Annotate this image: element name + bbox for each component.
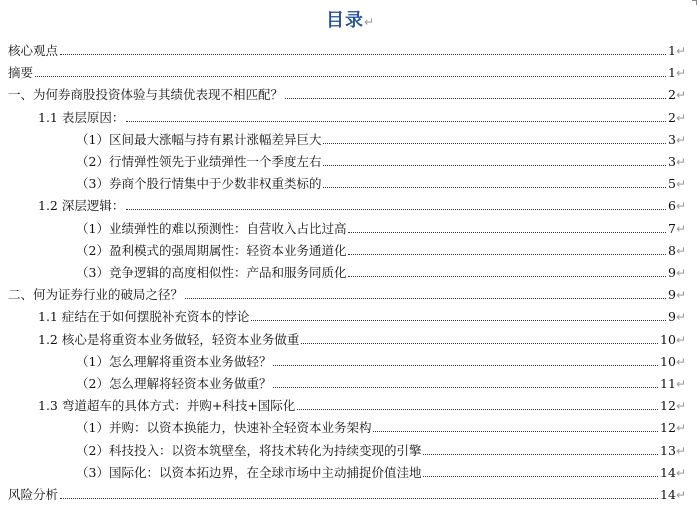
- toc-entry-line[interactable]: [76, 351, 686, 373]
- toc-page-number[interactable]: 11: [660, 376, 676, 391]
- toc-entry-label[interactable]: 核心观点: [8, 43, 59, 58]
- toc-leader-dots: [251, 306, 666, 321]
- toc-page-number[interactable]: 10: [660, 353, 676, 369]
- toc-page-number[interactable]: 10: [660, 331, 676, 347]
- toc-leader-dots: [185, 284, 666, 299]
- toc-entry-line[interactable]: [76, 151, 686, 173]
- toc-entry-line[interactable]: [38, 306, 686, 328]
- paragraph-mark: ↵: [675, 443, 686, 458]
- paragraph-mark: ↵: [675, 155, 686, 169]
- toc-entry[interactable]: [0, 107, 700, 129]
- paragraph-mark: ↵: [675, 310, 686, 325]
- toc-entry[interactable]: [0, 395, 700, 417]
- toc-leader-dots: [60, 484, 658, 499]
- toc-page-number[interactable]: 5: [667, 176, 676, 192]
- paragraph-mark: ↵: [675, 266, 686, 280]
- toc-entry-line[interactable]: [8, 484, 686, 506]
- paragraph-mark: ↵: [675, 488, 686, 502]
- toc-entry[interactable]: [0, 129, 700, 151]
- toc-entry[interactable]: [0, 62, 700, 84]
- toc-page-number[interactable]: 12: [660, 398, 676, 414]
- toc-leader-dots: [323, 129, 666, 144]
- toc-leader-dots: [297, 395, 658, 410]
- toc-entry-label[interactable]: 一、为何券商股投资体验与其绩优表现不相匹配？: [8, 87, 284, 103]
- paragraph-mark: ↵: [675, 377, 686, 391]
- toc-entry-line[interactable]: [76, 417, 686, 439]
- toc-entry-label[interactable]: 1.2 核心是将重资本业务做轻，轻资本业务做重: [38, 331, 300, 347]
- toc-entry-line[interactable]: [76, 373, 686, 395]
- toc-entry[interactable]: [0, 84, 700, 106]
- toc-entry[interactable]: [0, 218, 700, 240]
- toc-entry[interactable]: [0, 373, 700, 395]
- paragraph-mark: ↵: [675, 44, 686, 58]
- toc-title: 目录: [325, 10, 364, 31]
- toc-page-number[interactable]: 2: [667, 87, 676, 103]
- toc-page-number[interactable]: 12: [660, 420, 676, 436]
- toc-entry-label[interactable]: 1.3 弯道超车的具体方式：并购+科技+国际化: [38, 398, 296, 414]
- toc-leader-dots: [301, 329, 658, 344]
- toc-entry-label[interactable]: （1）区间最大涨幅与持有累计涨幅差异巨大: [76, 131, 322, 147]
- corner-crop-mark: [692, 0, 697, 5]
- toc-entry-label[interactable]: 二、何为证券行业的破局之径？: [8, 287, 184, 303]
- paragraph-mark: ↵: [675, 199, 686, 214]
- toc-entry[interactable]: [0, 306, 700, 328]
- toc-entry-line[interactable]: [76, 173, 686, 195]
- toc-entry[interactable]: [0, 240, 700, 262]
- toc-leader-dots: [423, 462, 658, 477]
- paragraph-mark: ↵: [675, 132, 686, 147]
- toc-entry-line[interactable]: [76, 129, 686, 151]
- toc-entry[interactable]: [0, 151, 700, 173]
- paragraph-mark: ↵: [675, 243, 686, 258]
- toc-entry-line[interactable]: [76, 218, 686, 240]
- toc-entry[interactable]: [0, 40, 700, 62]
- toc-page-number[interactable]: 6: [667, 198, 676, 214]
- toc-leader-dots: [273, 351, 658, 366]
- toc-leader-dots: [126, 195, 666, 210]
- toc-entry-label[interactable]: 1.1 症结在于如何摆脱补充资本的悖论: [38, 309, 250, 325]
- toc-entry-line[interactable]: [76, 262, 686, 284]
- toc-entry-line[interactable]: [8, 62, 686, 84]
- toc-entry-label[interactable]: 摘要: [8, 65, 34, 81]
- toc-entry[interactable]: [0, 262, 700, 284]
- paragraph-mark: ↵: [675, 421, 686, 436]
- toc-entry-label[interactable]: （2）怎么理解将轻资本业务做重？: [76, 376, 272, 391]
- toc-entry[interactable]: [0, 462, 700, 484]
- paragraph-mark: ↵: [675, 399, 686, 414]
- toc-leader-dots: [423, 440, 658, 455]
- paragraph-mark: ↵: [675, 221, 686, 236]
- paragraph-mark: ↵: [675, 177, 686, 192]
- toc-entry[interactable]: [0, 329, 700, 351]
- toc-entry-line[interactable]: [8, 284, 686, 306]
- paragraph-mark: ↵: [675, 88, 686, 103]
- toc-entry-label[interactable]: 1.1 表层原因：: [38, 109, 125, 125]
- toc-entry-line[interactable]: [76, 440, 686, 462]
- toc-entry[interactable]: [0, 484, 700, 506]
- toc-entry-line[interactable]: [38, 329, 686, 351]
- toc-page-number[interactable]: 1: [667, 43, 676, 58]
- toc-leader-dots: [60, 40, 666, 55]
- paragraph-mark: ↵: [675, 354, 686, 369]
- toc-page-number[interactable]: 13: [660, 442, 676, 458]
- paragraph-mark: ↵: [675, 110, 686, 125]
- toc-entry-label[interactable]: （1）业绩弹性的难以预测性：自营收入占比过高: [76, 220, 347, 236]
- paragraph-mark: ↵: [675, 332, 686, 347]
- toc-heading: [0, 6, 700, 32]
- toc-page-number[interactable]: 3: [667, 131, 676, 147]
- toc-entry-label[interactable]: （2）行情弹性领先于业绩弹性一个季度左右: [76, 154, 322, 169]
- toc-entry[interactable]: [0, 440, 700, 462]
- toc-entry[interactable]: [0, 417, 700, 439]
- toc-entry[interactable]: [0, 351, 700, 373]
- toc-entry-line[interactable]: [38, 107, 686, 129]
- toc-entry[interactable]: [0, 173, 700, 195]
- toc-entry-line[interactable]: [8, 40, 686, 62]
- toc-leader-dots: [348, 218, 666, 233]
- toc-entry-line[interactable]: [38, 195, 686, 217]
- toc-entry-label[interactable]: （1）并购：以资本换能力，快速补全轻资本业务架构: [76, 420, 372, 436]
- toc-page-number[interactable]: 7: [667, 220, 676, 236]
- toc-entry[interactable]: [0, 284, 700, 306]
- toc-entry-label[interactable]: （3）券商个股行情集中于少数非权重类标的: [76, 176, 322, 192]
- toc-page-number[interactable]: 9: [667, 287, 676, 303]
- toc-page-number[interactable]: 8: [667, 242, 676, 258]
- toc-leader-dots: [273, 373, 658, 388]
- paragraph-mark: ↵: [363, 15, 375, 29]
- toc-leader-dots: [285, 84, 666, 99]
- toc-entry-line[interactable]: [76, 240, 686, 262]
- toc-entry-label[interactable]: （3）国际化：以资本拓边界，在全球市场中主动捕捉价值洼地: [76, 464, 422, 480]
- toc-page-number[interactable]: 9: [667, 265, 676, 280]
- toc-entry-line[interactable]: [8, 84, 686, 106]
- toc-entry-line[interactable]: [38, 395, 686, 417]
- paragraph-mark: ↵: [675, 288, 686, 303]
- toc-leader-dots: [323, 151, 666, 166]
- toc-entry[interactable]: [0, 195, 700, 217]
- toc-page-number[interactable]: 1: [667, 65, 676, 81]
- toc-leader-dots: [348, 262, 666, 277]
- toc-entry-label[interactable]: （1）怎么理解将重资本业务做轻？: [76, 353, 272, 369]
- paragraph-mark: ↵: [675, 465, 686, 480]
- paragraph-mark: ↵: [675, 66, 686, 81]
- toc-entry-label[interactable]: （2）科技投入：以资本筑壁垒，将技术转化为持续变现的引擎: [76, 442, 422, 458]
- toc-leader-dots: [348, 240, 666, 255]
- toc-page-number[interactable]: 14: [660, 464, 676, 480]
- toc-entry-line[interactable]: [76, 462, 686, 484]
- toc-leader-dots: [35, 62, 666, 77]
- toc-entry-label[interactable]: （3）竞争逻辑的高度相似性：产品和服务同质化: [76, 265, 347, 280]
- toc-page-number[interactable]: 14: [660, 487, 676, 502]
- toc-entry-label[interactable]: （2）盈利模式的强周期属性：轻资本业务通道化: [76, 242, 347, 258]
- toc-page-number[interactable]: 3: [667, 154, 676, 169]
- toc-leader-dots: [126, 107, 666, 122]
- toc-leader-dots: [323, 173, 666, 188]
- toc-entry-label[interactable]: 1.2 深层逻辑：: [38, 198, 125, 214]
- toc-page-number[interactable]: 2: [667, 109, 676, 125]
- toc-page-number[interactable]: 9: [667, 309, 676, 325]
- toc-leader-dots: [373, 417, 658, 432]
- toc-entry-label[interactable]: 风险分析: [8, 487, 59, 502]
